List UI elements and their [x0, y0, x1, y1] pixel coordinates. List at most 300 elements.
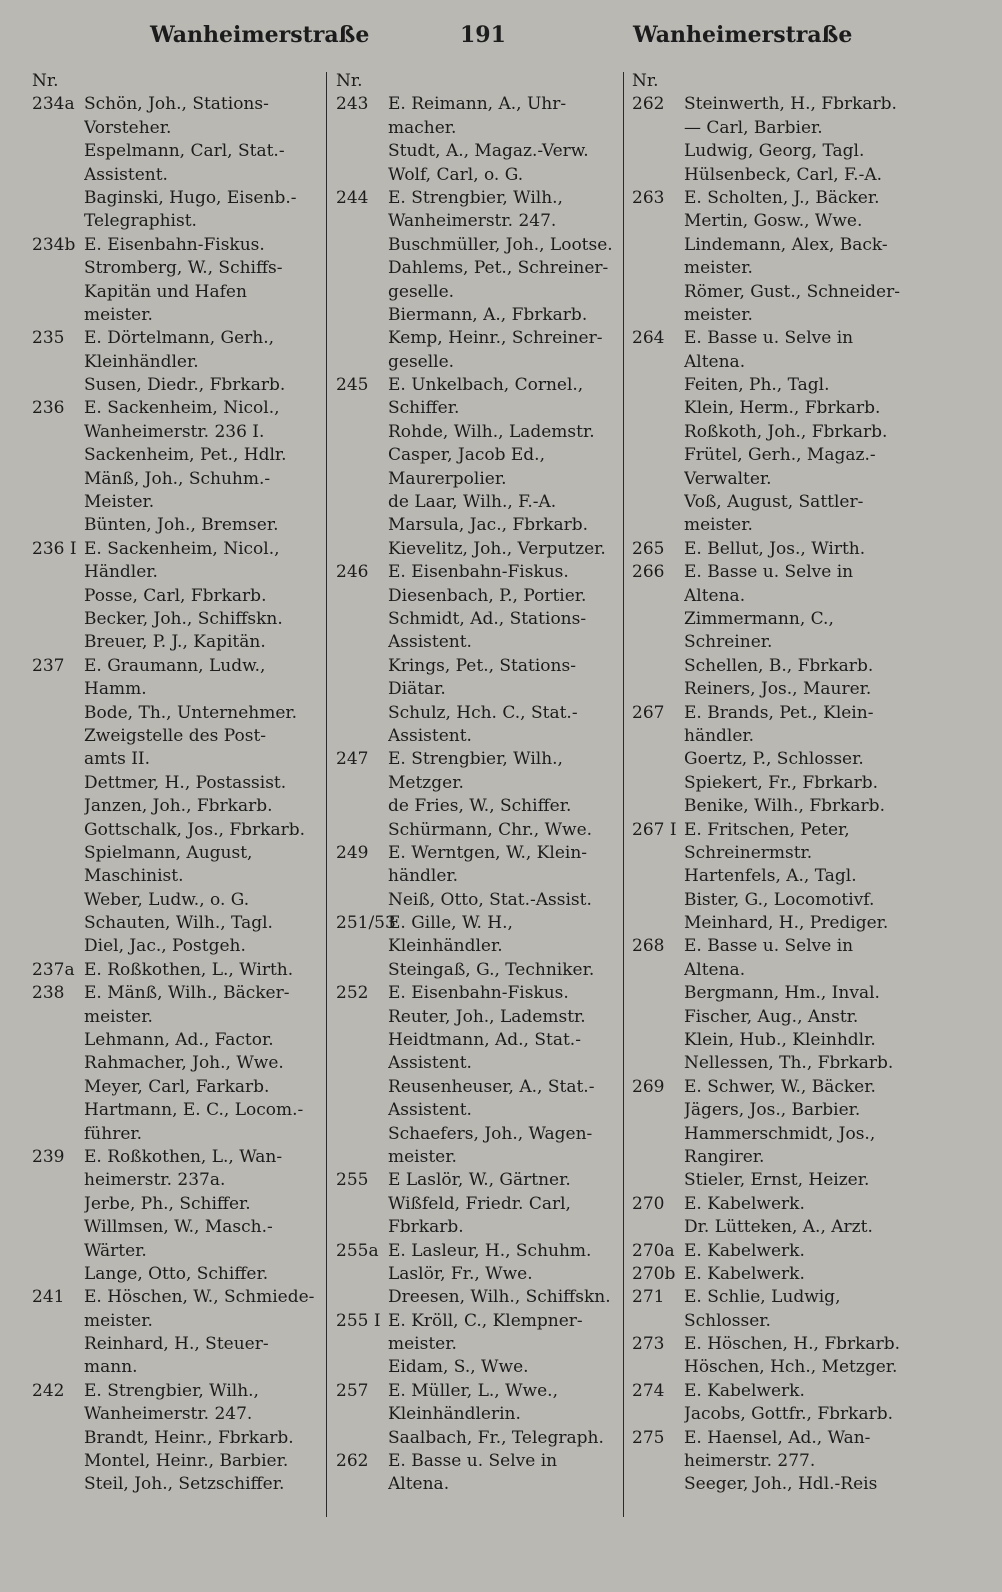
directory-line	[32, 795, 320, 818]
entry-text: Montel, Heinr., Barbier.	[84, 1451, 289, 1472]
house-number	[336, 304, 388, 327]
directory-line	[632, 748, 920, 771]
entry-text: Hülsenbeck, Carl, F.-A.	[684, 164, 883, 185]
directory-line	[336, 1403, 624, 1426]
directory-line	[632, 795, 920, 818]
directory-line	[32, 1169, 320, 1192]
directory-line	[632, 93, 920, 116]
directory-line	[336, 1169, 624, 1192]
directory-line	[32, 1427, 320, 1450]
house-number	[32, 1473, 84, 1496]
directory-line	[32, 140, 320, 163]
entry-text: amts II.	[84, 749, 151, 770]
entry-text: Assistent.	[388, 1100, 472, 1121]
entry-text: Jerbe, Ph., Schiffer.	[84, 1193, 251, 1214]
house-number	[632, 1006, 684, 1029]
column-divider	[326, 72, 327, 1517]
entry-text: Rahmacher, Joh., Wwe.	[84, 1053, 284, 1074]
directory-line	[32, 725, 320, 748]
house-number	[336, 725, 388, 748]
directory-line	[32, 1356, 320, 1379]
entry-text: E Laslör, W., Gärtner.	[388, 1170, 571, 1191]
directory-line	[32, 304, 320, 327]
entry-text: E. Eisenbahn-Fiskus.	[388, 983, 569, 1004]
entry-text: Klein, Herm., Fbrkarb.	[684, 398, 881, 419]
directory-line	[632, 702, 920, 725]
entry-text: E. Brands, Pet., Klein-	[684, 702, 874, 723]
house-number	[632, 608, 684, 631]
directory-line	[632, 842, 920, 865]
house-number	[32, 819, 84, 842]
directory-line	[336, 1263, 624, 1286]
house-number	[336, 819, 388, 842]
entry-text: Meinhard, H., Prediger.	[684, 913, 889, 934]
directory-line	[632, 1333, 920, 1356]
entry-text: Fbrkarb.	[388, 1217, 464, 1238]
entry-text: Espelmann, Carl, Stat.-	[84, 141, 285, 162]
entry-text: E. Basse u. Selve in	[388, 1451, 558, 1472]
directory-line	[336, 819, 624, 842]
directory-line	[632, 304, 920, 327]
directory-line	[336, 1240, 624, 1263]
directory-line	[336, 959, 624, 982]
entry-text: Verwalter.	[684, 468, 772, 489]
directory-line	[32, 514, 320, 537]
house-number: 270a	[632, 1240, 675, 1261]
entry-text: Hartmann, E. C., Locom.-	[84, 1100, 304, 1121]
entry-text: Gottschalk, Jos., Fbrkarb.	[84, 819, 305, 840]
house-number	[632, 514, 684, 537]
entry-text: Schauten, Wilh., Tagl.	[84, 913, 273, 934]
house-number: 270b	[632, 1263, 676, 1284]
directory-line	[632, 1076, 920, 1099]
directory-line	[336, 585, 624, 608]
directory-line	[336, 164, 624, 187]
house-number	[32, 585, 84, 608]
entry-text: Lehmann, Ad., Factor.	[84, 1030, 274, 1051]
house-number	[336, 1146, 388, 1169]
directory-line	[336, 1286, 624, 1309]
entry-text: E. Kröll, C., Klempner-	[388, 1310, 583, 1331]
house-number	[32, 702, 84, 725]
directory-line	[32, 702, 320, 725]
entry-text: de Fries, W., Schiffer.	[388, 796, 572, 817]
directory-line	[32, 93, 320, 116]
house-number	[632, 468, 684, 491]
entry-text: Bode, Th., Unternehmer.	[84, 702, 298, 723]
entry-text: E. Werntgen, W., Klein-	[388, 842, 588, 863]
directory-line	[632, 889, 920, 912]
entry-text: Altena.	[388, 1474, 450, 1495]
directory-line	[32, 397, 320, 420]
directory-line	[336, 1356, 624, 1379]
entry-text: Altena.	[684, 351, 746, 372]
house-number	[32, 187, 84, 210]
house-number	[336, 444, 388, 467]
house-number	[632, 234, 684, 257]
directory-line	[336, 140, 624, 163]
directory-line	[32, 210, 320, 233]
entry-text: Mänß, Joh., Schuhm.-	[84, 468, 271, 489]
house-number: 275	[632, 1427, 665, 1448]
page-header	[0, 22, 1002, 62]
entry-text: Schmidt, Ad., Stations-	[388, 608, 587, 629]
house-number	[32, 257, 84, 280]
house-number: 255	[336, 1170, 369, 1191]
entry-text: Reuter, Joh., Lademstr.	[388, 1006, 586, 1027]
directory-line	[32, 678, 320, 701]
directory-line	[632, 1052, 920, 1075]
directory-line	[32, 1263, 320, 1286]
house-number	[632, 1450, 684, 1473]
house-number	[336, 795, 388, 818]
entry-text: Heidtmann, Ad., Stat.-	[388, 1030, 581, 1051]
directory-line	[632, 678, 920, 701]
directory-line	[632, 1427, 920, 1450]
directory-line	[632, 912, 920, 935]
directory-line	[32, 1380, 320, 1403]
entry-text	[84, 70, 320, 93]
house-number	[336, 1263, 388, 1286]
directory-line	[336, 1146, 624, 1169]
house-number	[632, 1403, 684, 1426]
directory-line	[32, 608, 320, 631]
entry-text: — Carl, Barbier.	[684, 117, 823, 138]
entry-text: E. Kabelwerk.	[684, 1193, 805, 1214]
directory-line	[632, 538, 920, 561]
entry-text: Telegraphist.	[84, 211, 197, 232]
entry-text: Schlosser.	[684, 1310, 771, 1331]
house-number: Nr.	[632, 71, 659, 91]
directory-line	[632, 1193, 920, 1216]
entry-text: Wißfeld, Friedr. Carl,	[388, 1193, 571, 1214]
entry-text: E. Höschen, H., Fbrkarb.	[684, 1334, 900, 1355]
house-number	[632, 889, 684, 912]
directory-line	[32, 351, 320, 374]
directory-line	[336, 1076, 624, 1099]
house-number: 262	[632, 94, 665, 115]
directory-line	[632, 374, 920, 397]
directory-line	[336, 1123, 624, 1146]
directory-line	[336, 234, 624, 257]
house-number: 257	[336, 1380, 369, 1401]
directory-column-3	[632, 70, 920, 1497]
entry-text: Bister, G., Locomotivf.	[684, 889, 875, 910]
house-number	[336, 164, 388, 187]
house-number	[632, 585, 684, 608]
entry-text: Eidam, S., Wwe.	[388, 1357, 529, 1378]
directory-line	[632, 164, 920, 187]
house-number	[336, 234, 388, 257]
entry-text: Seeger, Joh., Hdl.-Reis	[684, 1474, 878, 1495]
directory-line	[32, 561, 320, 584]
entry-text: Rangirer.	[684, 1146, 765, 1167]
entry-text: Benike, Wilh., Fbrkarb.	[684, 796, 885, 817]
house-number: 262	[336, 1451, 369, 1472]
entry-text	[388, 70, 624, 93]
house-number: 247	[336, 749, 369, 770]
house-number	[632, 1169, 684, 1192]
entry-text: E. Haensel, Ad., Wan-	[684, 1427, 871, 1448]
house-number	[336, 935, 388, 958]
house-number	[32, 210, 84, 233]
directory-line	[32, 1473, 320, 1496]
house-number	[336, 678, 388, 701]
house-number: 236 I	[32, 538, 77, 559]
entry-text: E. Müller, L., Wwe.,	[388, 1380, 558, 1401]
entry-text: Janzen, Joh., Fbrkarb.	[84, 796, 273, 817]
directory-line	[32, 1076, 320, 1099]
directory-line	[32, 468, 320, 491]
house-number	[32, 865, 84, 888]
entry-text: E. Basse u. Selve in	[684, 562, 854, 583]
entry-text: Lange, Otto, Schiffer.	[84, 1263, 269, 1284]
directory-line	[336, 678, 624, 701]
directory-line	[632, 865, 920, 888]
house-number	[32, 1240, 84, 1263]
house-number	[32, 281, 84, 304]
entry-text: Breuer, P. J., Kapitän.	[84, 632, 266, 653]
house-number: 241	[32, 1287, 65, 1308]
entry-text: Schiffer.	[388, 398, 460, 419]
entry-text: Lindemann, Alex, Back-	[684, 234, 888, 255]
house-number	[32, 1216, 84, 1239]
directory-line	[32, 234, 320, 257]
directory-line	[336, 1380, 624, 1403]
directory-line	[336, 608, 624, 631]
entry-text: Fischer, Aug., Anstr.	[684, 1006, 859, 1027]
entry-text: Steil, Joh., Setzschiffer.	[84, 1474, 285, 1495]
entry-text: E. Strengbier, Wilh.,	[84, 1380, 259, 1401]
directory-line	[336, 1052, 624, 1075]
house-number	[336, 608, 388, 631]
directory-line	[336, 374, 624, 397]
entry-text: Studt, A., Magaz.-Verw.	[388, 141, 589, 162]
house-number	[32, 491, 84, 514]
house-number	[632, 1123, 684, 1146]
house-number	[336, 491, 388, 514]
house-number	[336, 257, 388, 280]
directory-line	[336, 304, 624, 327]
house-number	[336, 514, 388, 537]
house-number	[632, 631, 684, 654]
entry-text: Maurerpolier.	[388, 468, 507, 489]
entry-text: Brandt, Heinr., Fbrkarb.	[84, 1427, 294, 1448]
house-number	[32, 117, 84, 140]
directory-line	[336, 187, 624, 210]
entry-text: Altena.	[684, 585, 746, 606]
directory-line	[336, 257, 624, 280]
house-number: 266	[632, 562, 665, 583]
house-number	[632, 1216, 684, 1239]
house-number: 249	[336, 842, 369, 863]
directory-line	[632, 608, 920, 631]
house-number	[632, 304, 684, 327]
directory-line	[336, 210, 624, 233]
entry-text: Susen, Diedr., Fbrkarb.	[84, 375, 286, 396]
house-number	[632, 725, 684, 748]
directory-line	[32, 959, 320, 982]
entry-text: macher.	[388, 117, 457, 138]
house-number	[336, 1333, 388, 1356]
entry-text: Jägers, Jos., Barbier.	[684, 1100, 861, 1121]
house-number: 239	[32, 1146, 65, 1167]
house-number	[632, 1356, 684, 1379]
house-number: 251/53	[336, 913, 396, 934]
house-number: 255a	[336, 1240, 379, 1261]
page-number: 191	[460, 22, 506, 48]
directory-line	[632, 585, 920, 608]
directory-line	[336, 70, 624, 93]
entry-text: Reiners, Jos., Maurer.	[684, 679, 872, 700]
entry-text: Wolf, Carl, o. G.	[388, 164, 524, 185]
house-number	[32, 1193, 84, 1216]
house-number	[632, 912, 684, 935]
house-number	[336, 772, 388, 795]
house-number: 274	[632, 1380, 665, 1401]
directory-line	[632, 935, 920, 958]
directory-line	[32, 1029, 320, 1052]
directory-line	[336, 421, 624, 444]
entry-text: E. Roßkothen, L., Wirth.	[84, 959, 294, 980]
directory-line	[32, 865, 320, 888]
entry-text: E. Scholten, J., Bäcker.	[684, 187, 880, 208]
directory-line	[632, 1356, 920, 1379]
directory-line	[32, 1216, 320, 1239]
directory-line	[336, 514, 624, 537]
entry-text: Becker, Joh., Schiffskn.	[84, 608, 283, 629]
house-number	[32, 468, 84, 491]
directory-line	[632, 397, 920, 420]
entry-text: E. Fritschen, Peter,	[684, 819, 850, 840]
house-number	[336, 1006, 388, 1029]
directory-line	[32, 70, 320, 93]
house-number	[336, 281, 388, 304]
entry-text: E. Reimann, A., Uhr-	[388, 94, 567, 115]
entry-text: Hartenfels, A., Tagl.	[684, 866, 857, 887]
entry-text: Posse, Carl, Fbrkarb.	[84, 585, 267, 606]
house-number	[32, 1169, 84, 1192]
directory-line	[632, 655, 920, 678]
directory-line	[632, 1169, 920, 1192]
directory-line	[32, 1006, 320, 1029]
directory-line	[632, 140, 920, 163]
entry-text: Schaefers, Joh., Wagen-	[388, 1123, 593, 1144]
house-number	[632, 772, 684, 795]
entry-text: Diel, Jac., Postgeh.	[84, 936, 246, 957]
house-number: 263	[632, 187, 665, 208]
house-number: 269	[632, 1076, 665, 1097]
entry-text: meister.	[388, 1334, 457, 1355]
directory-line	[336, 795, 624, 818]
directory-line	[632, 1286, 920, 1309]
directory-line	[336, 1029, 624, 1052]
entry-text: meister.	[684, 515, 753, 536]
entry-text: E. Mänß, Wilh., Bäcker-	[84, 983, 290, 1004]
house-number	[632, 140, 684, 163]
entry-text: Schön, Joh., Stations-	[84, 94, 269, 115]
house-number	[336, 1216, 388, 1239]
directory-line	[632, 772, 920, 795]
directory-line	[32, 772, 320, 795]
entry-text: händler.	[388, 866, 459, 887]
entry-text: Marsula, Jac., Fbrkarb.	[388, 515, 589, 536]
entry-text: Dr. Lütteken, A., Arzt.	[684, 1217, 873, 1238]
entry-text: Zimmermann, C.,	[684, 608, 834, 629]
entry-text: Zweigstelle des Post-	[84, 725, 267, 746]
house-number: 270	[632, 1193, 665, 1214]
directory-line	[32, 819, 320, 842]
entry-text: Höschen, Hch., Metzger.	[684, 1357, 898, 1378]
entry-text: E. Sackenheim, Nicol.,	[84, 538, 280, 559]
directory-line	[32, 1403, 320, 1426]
house-number	[336, 117, 388, 140]
entry-text: Diätar.	[388, 679, 446, 700]
directory-line	[336, 1006, 624, 1029]
house-number	[632, 678, 684, 701]
house-number	[336, 585, 388, 608]
directory-line	[336, 1193, 624, 1216]
house-number	[32, 351, 84, 374]
house-number	[336, 1193, 388, 1216]
directory-line	[32, 1240, 320, 1263]
entry-text: Buschmüller, Joh., Lootse.	[388, 234, 613, 255]
house-number	[32, 561, 84, 584]
entry-text: Wanheimerstr. 247.	[84, 1404, 253, 1425]
entry-text: E. Lasleur, H., Schuhm.	[388, 1240, 592, 1261]
directory-line	[336, 912, 624, 935]
directory-line	[32, 1099, 320, 1122]
house-number	[336, 655, 388, 678]
directory-line	[632, 1403, 920, 1426]
directory-line	[336, 397, 624, 420]
entry-text: Laslör, Fr., Wwe.	[388, 1263, 533, 1284]
house-number: 234b	[32, 234, 76, 255]
house-number	[32, 1076, 84, 1099]
house-number: 255 I	[336, 1310, 381, 1331]
house-number: 268	[632, 936, 665, 957]
house-number: Nr.	[336, 71, 363, 91]
entry-text: Schreinermstr.	[684, 842, 813, 863]
house-number	[336, 1427, 388, 1450]
house-number	[32, 725, 84, 748]
entry-text: Kleinhändler.	[84, 351, 199, 372]
directory-line	[32, 1310, 320, 1333]
house-number	[32, 1123, 84, 1146]
entry-text: Spielmann, August,	[84, 842, 253, 863]
directory-line	[32, 889, 320, 912]
house-number	[336, 351, 388, 374]
directory-line	[336, 538, 624, 561]
entry-text: Wanheimerstr. 247.	[388, 211, 557, 232]
entry-text: Baginski, Hugo, Eisenb.-	[84, 187, 297, 208]
house-number	[32, 514, 84, 537]
house-number: 271	[632, 1287, 665, 1308]
entry-text: Diesenbach, P., Portier.	[388, 585, 587, 606]
entry-text: händler.	[684, 725, 755, 746]
directory-line	[632, 631, 920, 654]
directory-line	[32, 585, 320, 608]
directory-line	[336, 748, 624, 771]
entry-text: Schürmann, Chr., Wwe.	[388, 819, 593, 840]
house-number	[32, 748, 84, 771]
house-number	[336, 702, 388, 725]
house-number	[632, 1310, 684, 1333]
house-number	[632, 117, 684, 140]
entry-text: Krings, Pet., Stations-	[388, 655, 576, 676]
house-number: 273	[632, 1334, 665, 1355]
directory-line	[336, 935, 624, 958]
